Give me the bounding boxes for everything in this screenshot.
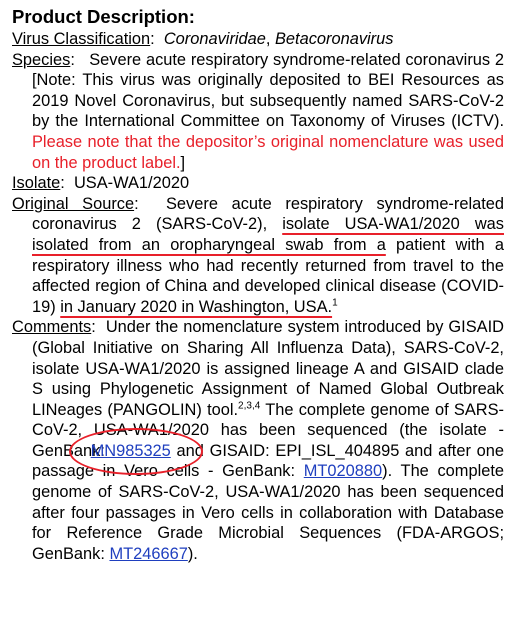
species-text: Severe acute respiratory syndrome-related coronavirus 2 [Note: This virus was originally deposited to BEI Resources as 2019 Novel Coronavirus, but subsequently named SARS-CoV-2 by the International Committee on Taxonomy of Viruses (ICTV). (32, 50, 504, 131)
isolate-colon: : (60, 174, 65, 193)
comments-colon: : (91, 318, 96, 337)
species-note-end: ] (180, 153, 186, 172)
original-source-colon: : (134, 194, 139, 213)
original-source-text-1: Severe acute respiratory syndrome-related coronavirus 2 (SARS-CoV-2), (32, 194, 505, 234)
virus-classification-field (12, 29, 504, 50)
original-source-field (12, 194, 504, 318)
original-source-underlined-date: in January 2020 in Washington, USA. (60, 297, 333, 316)
virus-classification-label: Virus Classification (12, 30, 151, 48)
species-colon: : (70, 50, 75, 69)
original-source-label: Original Source (12, 194, 135, 213)
isolate-value: USA-WA1/2020 (73, 174, 190, 193)
species-note-highlight: Please note that the depositor’s original nomenclature was used on the product label. (32, 132, 504, 172)
isolate-field (12, 173, 504, 194)
genbank-link-mt246667[interactable]: MT246667 (109, 544, 188, 563)
virus-family: Coronaviridae (163, 30, 266, 48)
virus-classification-colon: : (150, 30, 155, 48)
species-label: Species (12, 50, 71, 69)
section-heading: Product Description: (12, 6, 195, 27)
original-source-underlined-isolate: isolate USA-WA1/2020 was isolated from an oropharyngeal swab from a (32, 215, 504, 254)
species-field (12, 50, 504, 174)
footnote-ref-2-3-4: 2,3,4 (238, 400, 261, 412)
genbank-link-mn985325[interactable]: MN985325 (90, 441, 171, 460)
comments-text-3: and GISAID: EPI_ISL_404895 and after one passage in Vero cells - GenBank: (32, 441, 504, 481)
comments-text-1: Under the nomenclature system introduced by GISAID (Global Initiative on Sharing All Influenza Data), SARS-CoV-2, isolate USA-WA1/2020 is assigned lineage A and GISAID clade S using Phylogenetic Assignment of Named Global Outbreak LINeages (PANGOLIN) tool. (32, 318, 504, 419)
comments-text-5: ). (187, 544, 198, 563)
original-source-text-2: patient with a respiratory illness who had recently returned from travel to the affected region of China and developed clinical disease (COVID-19) (32, 235, 504, 316)
footnote-ref-1: 1 (332, 297, 338, 309)
circled-genbank-annotation (90, 441, 171, 462)
comments-text-2: The complete genome of SARS-CoV-2, USA-WA1/2020 has been sequenced (the isolate - GenBank: (32, 400, 504, 460)
comments-field (12, 317, 504, 564)
comments-text-4: ). The complete genome of SARS-CoV-2, USA-WA1/2020 has been sequenced after four passages in Vero cells in collaboration with Database for Reference Grade Microbial Sequences (FDA-ARGOS; GenBank: (32, 462, 504, 563)
product-description-document (12, 6, 504, 564)
isolate-label: Isolate (12, 174, 61, 193)
virus-genus: Betacoronavirus (275, 30, 394, 48)
virus-classification-separator: , (265, 30, 275, 48)
genbank-link-mt020880[interactable]: MT020880 (303, 462, 383, 481)
comments-label: Comments (12, 318, 92, 337)
